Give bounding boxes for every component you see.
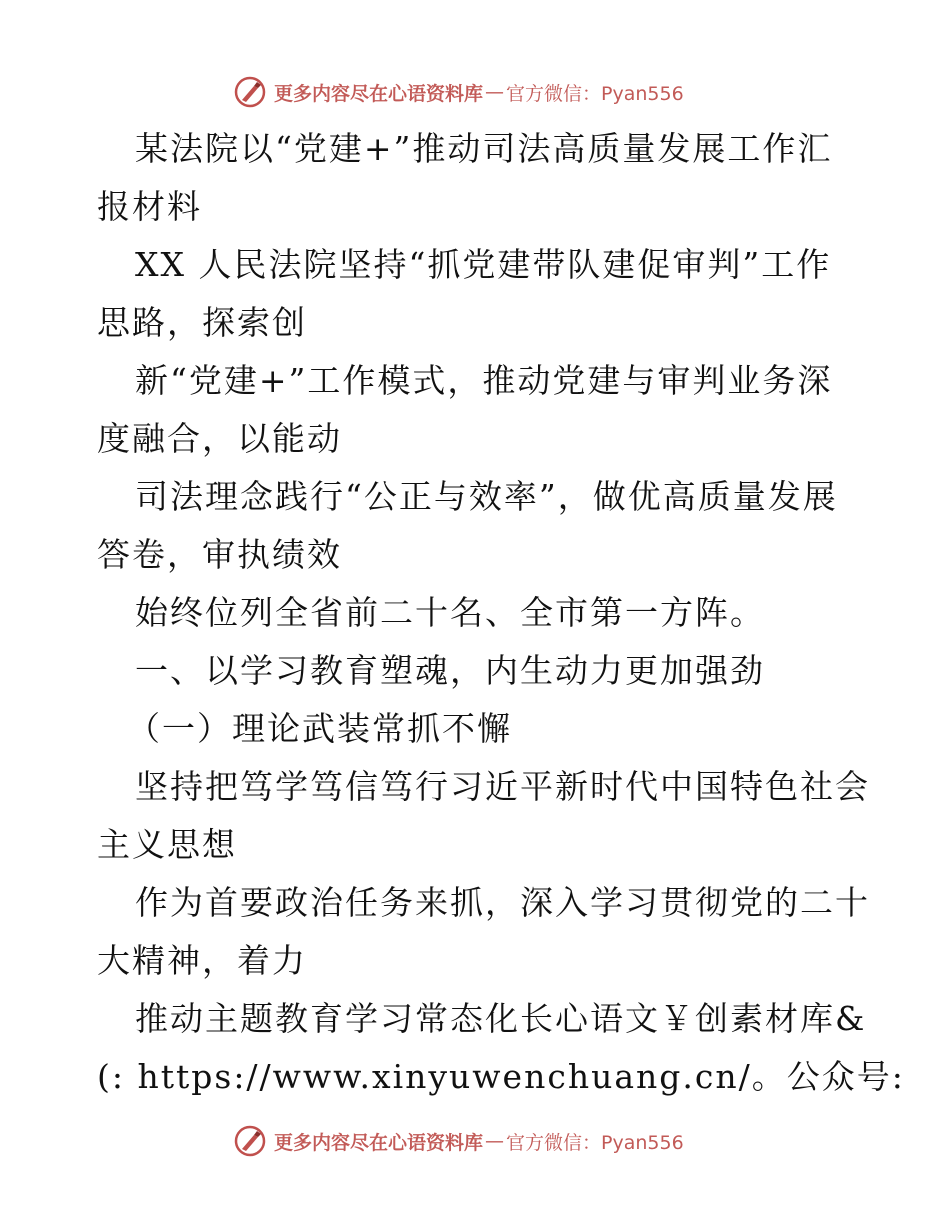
paragraph-line: 新“党建+”工作模式，推动党建与审判业务深: [135, 361, 833, 400]
pen-logo-icon: [234, 1125, 266, 1157]
section-heading: 一、以学习教育塑魂，内生动力更加强劲: [135, 651, 765, 690]
subsection-heading: （一）理论武装常抓不懈: [127, 709, 512, 748]
watermark-dash: —: [485, 81, 505, 103]
paragraph-line-continued: 主义思想: [97, 825, 237, 864]
paragraph-line: 始终位列全省前二十名、全市第一方阵。: [135, 593, 765, 632]
watermark-dash: —: [485, 1130, 505, 1152]
watermark-site-text: 更多内容尽在心语资料库: [274, 1131, 484, 1154]
pen-logo-icon: [234, 76, 266, 108]
header-watermark: [234, 72, 684, 112]
paragraph-line: XX 人民法院坚持“抓党建带队建促审判”工作: [135, 245, 832, 284]
paragraph-line-continued: 答卷，审执绩效: [97, 535, 342, 574]
paragraph-line-continued: 度融合，以能动: [97, 419, 342, 458]
watermark-wechat: 官方微信：Pyan556: [506, 82, 684, 105]
paragraph-line: 推动主题教育学习常态化长心语文￥创素材库&: [135, 999, 867, 1038]
title-line-continued: 报材料: [97, 187, 202, 226]
paragraph-line-continued: 思路，探索创: [97, 303, 307, 342]
watermark-wechat: 官方微信：Pyan556: [506, 1131, 684, 1154]
watermark-site-text: 更多内容尽在心语资料库: [274, 82, 484, 105]
paragraph-line: 作为首要政治任务来抓，深入学习贯彻党的二十: [135, 883, 870, 922]
paragraph-line-continued: 大精神，着力: [97, 941, 307, 980]
document-body: [97, 120, 905, 1106]
paragraph-line-continued: (: https://www.xinyuwenchuang.cn/。公众号:: [97, 1057, 905, 1096]
title-line: 某法院以“党建+”推动司法高质量发展工作汇: [135, 129, 833, 168]
paragraph-line: 坚持把笃学笃信笃行习近平新时代中国特色社会: [135, 767, 870, 806]
footer-watermark: [234, 1121, 684, 1161]
paragraph-line: 司法理念践行“公正与效率”，做优高质量发展: [135, 477, 838, 516]
